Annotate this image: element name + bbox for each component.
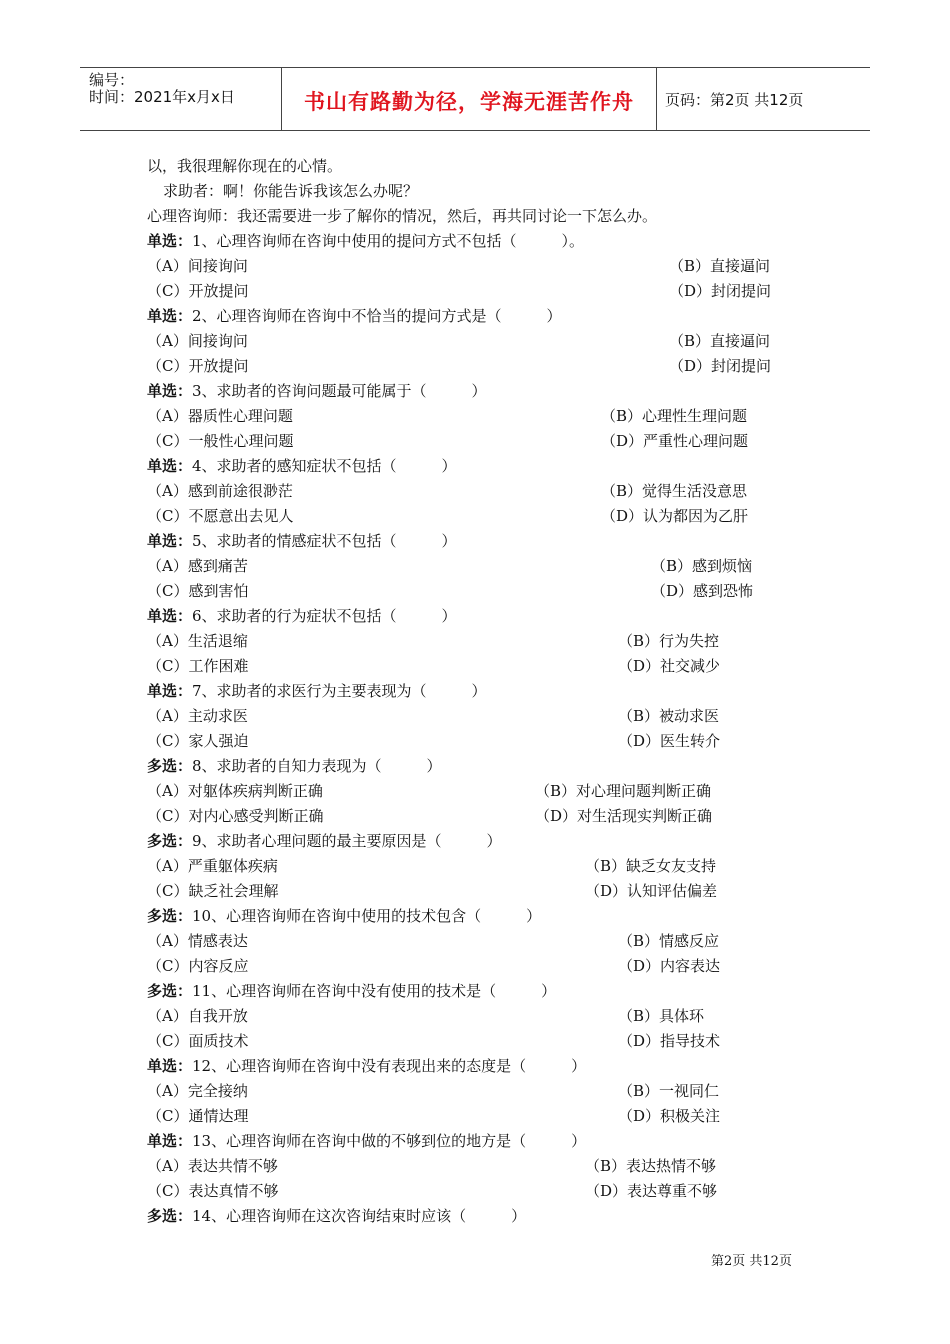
option-a: （A）严重躯体疾病: [147, 857, 278, 875]
question-text: 13、心理咨询师在咨询中做的不够到位的地方是（ ）: [192, 1132, 587, 1150]
option-c: （C）家人强迫: [147, 732, 249, 750]
intro-line-1: 以，我很理解你现在的心情。: [147, 157, 343, 175]
option-c: （C）感到害怕: [147, 582, 249, 600]
question-text: 4、求助者的感知症状不包括（ ）: [192, 457, 457, 475]
option-a: （A）表达共情不够: [147, 1157, 278, 1175]
question-type: 单选：: [147, 532, 193, 550]
motto: 书山有路勤为径，学海无涯苦作舟: [304, 89, 634, 114]
option-b: （B）行为失控: [618, 632, 720, 650]
option-b: （B）心理性生理问题: [601, 407, 748, 425]
question-6: [147, 606, 457, 626]
question-8: [147, 756, 442, 776]
option-d: （D）认知评估偏差: [585, 882, 718, 900]
option-b: （B）觉得生活没意思: [601, 482, 748, 500]
question-type: 单选：: [147, 232, 193, 250]
option-d: （D）封闭提问: [669, 357, 772, 375]
option-a: （A）情感表达: [147, 932, 248, 950]
option-d: （D）内容表达: [618, 957, 721, 975]
question-3: [147, 381, 487, 401]
question-type: 单选：: [147, 1057, 193, 1075]
question-type: 多选：: [147, 832, 193, 850]
option-b: （B）感到烦恼: [651, 557, 753, 575]
option-d: （D）感到恐怖: [651, 582, 754, 600]
option-a: （A）器质性心理问题: [147, 407, 293, 425]
option-c: （C）工作困难: [147, 657, 249, 675]
option-d: （D）指导技术: [618, 1032, 721, 1050]
question-7: [147, 681, 487, 701]
option-a: （A）感到痛苦: [147, 557, 248, 575]
option-d: （D）认为都因为乙肝: [601, 507, 749, 525]
question-text: 9、求助者心理问题的最主要原因是（ ）: [192, 832, 502, 850]
option-a: （A）自我开放: [147, 1007, 248, 1025]
option-a: （A）生活退缩: [147, 632, 248, 650]
question-11: [147, 981, 556, 1001]
option-c: （C）内容反应: [147, 957, 249, 975]
question-text: 7、求助者的求医行为主要表现为（ ）: [192, 682, 487, 700]
question-text: 12、心理咨询师在咨询中没有表现出来的态度是（ ）: [192, 1057, 587, 1075]
question-type: 单选：: [147, 682, 193, 700]
option-c: （C）表达真情不够: [147, 1182, 279, 1200]
option-b: （B）情感反应: [618, 932, 720, 950]
option-c: （C）通情达理: [147, 1107, 249, 1125]
question-text: 11、心理咨询师在咨询中没有使用的技术是（ ）: [192, 982, 557, 1000]
option-a: （A）完全接纳: [147, 1082, 248, 1100]
option-b: （B）一视同仁: [618, 1082, 720, 1100]
question-type: 多选：: [147, 982, 193, 1000]
option-c: （C）不愿意出去见人: [147, 507, 294, 525]
option-c: （C）面质技术: [147, 1032, 249, 1050]
option-b: （B）直接逼问: [669, 257, 771, 275]
option-a: （A）感到前途很渺茫: [147, 482, 293, 500]
question-9: [147, 831, 502, 851]
question-text: 6、求助者的行为症状不包括（ ）: [192, 607, 457, 625]
page-footer: 第2页 共12页: [711, 1254, 792, 1269]
question-1: [147, 231, 584, 251]
question-type: 单选：: [147, 382, 193, 400]
option-c: （C）对内心感受判断正确: [147, 807, 324, 825]
page-info: 页码：第2页 共12页: [665, 91, 804, 109]
question-text: 5、求助者的情感症状不包括（ ）: [192, 532, 457, 550]
option-d: （D）封闭提问: [669, 282, 772, 300]
header-meta-cell: [80, 68, 281, 130]
option-d: （D）社交减少: [618, 657, 721, 675]
option-c: （C）开放提问: [147, 282, 249, 300]
intro-line-2: 求助者：啊！你能告诉我该怎么办呢？: [163, 182, 419, 200]
question-text: 8、求助者的自知力表现为（ ）: [192, 757, 442, 775]
option-d: （D）医生转介: [618, 732, 721, 750]
option-a: （A）间接询问: [147, 332, 248, 350]
time-label: 时间：2021年x月x日: [89, 88, 235, 106]
question-type: 多选：: [147, 1207, 193, 1225]
option-c: （C）缺乏社会理解: [147, 882, 279, 900]
question-type: 单选：: [147, 1132, 193, 1150]
option-b: （B）具体环: [618, 1007, 705, 1025]
question-type: 多选：: [147, 757, 193, 775]
intro-line-3: 心理咨询师：我还需要进一步了解你的情况，然后，再共同讨论一下怎么办。: [147, 207, 658, 225]
question-text: 14、心理咨询师在这次咨询结束时应该（ ）: [192, 1207, 527, 1225]
option-a: （A）主动求医: [147, 707, 248, 725]
question-5: [147, 531, 457, 551]
question-type: 多选：: [147, 907, 193, 925]
header-page-cell: [656, 68, 870, 130]
question-type: 单选：: [147, 607, 193, 625]
question-2: [147, 306, 562, 326]
option-b: （B）被动求医: [618, 707, 720, 725]
option-c: （C）一般性心理问题: [147, 432, 294, 450]
question-10: [147, 906, 541, 926]
question-text: 10、心理咨询师在咨询中使用的技术包含（ ）: [192, 907, 542, 925]
question-13: [147, 1131, 586, 1151]
option-b: （B）直接逼问: [669, 332, 771, 350]
question-12: [147, 1056, 586, 1076]
option-d: （D）严重性心理问题: [601, 432, 749, 450]
question-text: 3、求助者的咨询问题最可能属于（ ）: [192, 382, 487, 400]
question-14: [147, 1206, 526, 1226]
question-4: [147, 456, 457, 476]
header-motto-cell: [281, 68, 657, 130]
option-b: （B）表达热情不够: [585, 1157, 717, 1175]
option-d: （D）对生活现实判断正确: [535, 807, 713, 825]
question-type: 单选：: [147, 457, 193, 475]
option-a: （A）对躯体疾病判断正确: [147, 782, 323, 800]
number-label: 编号：: [89, 71, 135, 89]
document-header: [80, 67, 870, 131]
option-b: （B）缺乏女友支持: [585, 857, 717, 875]
option-d: （D）表达尊重不够: [585, 1182, 718, 1200]
question-text: 1、心理咨询师在咨询中使用的提问方式不包括（ ）。: [192, 232, 585, 250]
option-a: （A）间接询问: [147, 257, 248, 275]
option-b: （B）对心理问题判断正确: [535, 782, 712, 800]
question-text: 2、心理咨询师在咨询中不恰当的提问方式是（ ）: [192, 307, 562, 325]
question-type: 单选：: [147, 307, 193, 325]
option-d: （D）积极关注: [618, 1107, 721, 1125]
option-c: （C）开放提问: [147, 357, 249, 375]
